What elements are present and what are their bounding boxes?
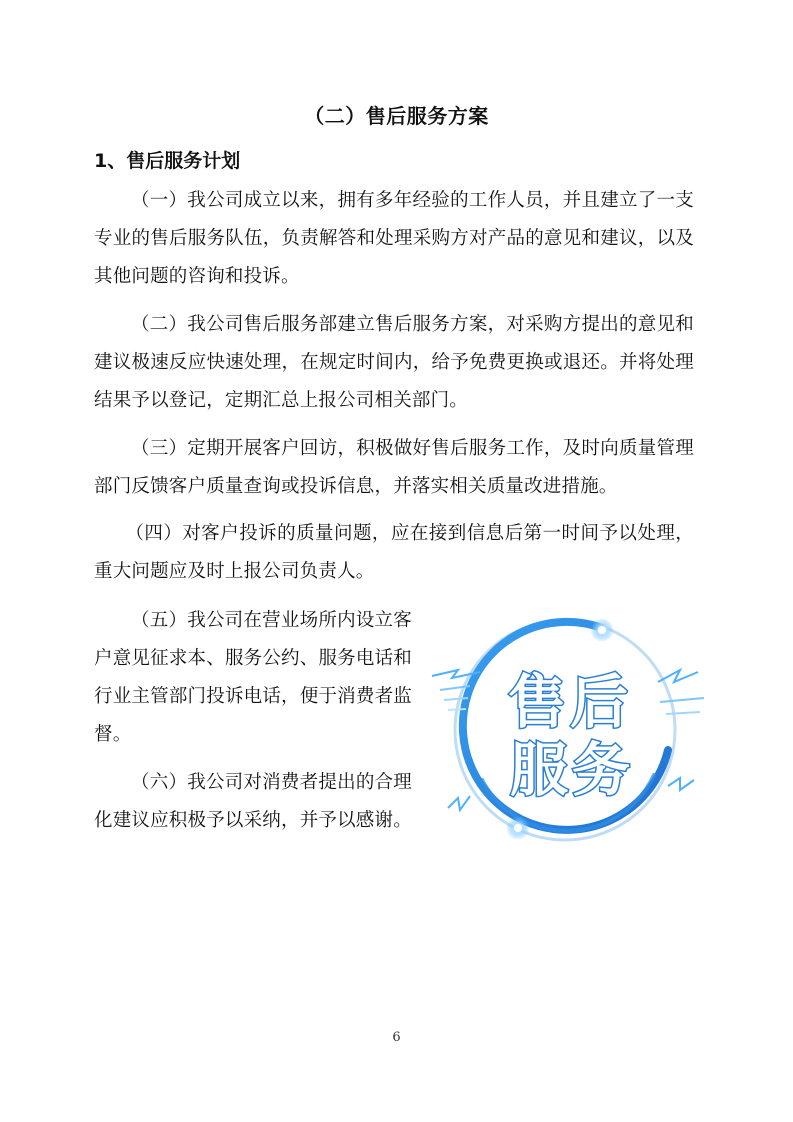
badge-spark-right-2 bbox=[666, 712, 700, 714]
badge-spark-left-3 bbox=[448, 709, 466, 710]
page-number: 6 bbox=[392, 1030, 401, 1045]
paragraph-2: （二）我公司售后服务部建立售后服务方案，对采购方提出的意见和建议极速反应快速处理，在规定时间内，给予免费更换或退还。并将处理结果予以登记，定期汇总上报公司相关部门。 bbox=[94, 314, 694, 411]
paragraph-6: （六）我公司对消费者提出的合理化建议应积极予以采纳，并予以感谢。 bbox=[94, 772, 412, 831]
paragraph-1: （一）我公司成立以来，拥有多年经验的工作人员，并且建立了一支专业的售后服务队伍，负责解答和处理采购方对产品的意见和建议，以及其他问题的咨询和投诉。 bbox=[94, 190, 694, 287]
after-sales-badge-graphic bbox=[422, 610, 712, 850]
badge-spark-right-bottom bbox=[668, 778, 694, 790]
section-heading: 1、售后服务计划 bbox=[94, 150, 241, 172]
badge-spark-right-1 bbox=[660, 698, 704, 702]
paragraph-5: （五）我公司在营业场所内设立客户意见征求本、服务公约、服务电话和行业主管部门投诉电话，便于消费者监督。 bbox=[94, 610, 412, 745]
badge-glow-top-core bbox=[598, 626, 606, 634]
badge-text-line2: 服务 bbox=[509, 736, 635, 804]
badge-text-line1: 售后 bbox=[507, 668, 633, 736]
badge-spark-left-bottom bbox=[448, 796, 470, 810]
paragraph-3: （三）定期开展客户回访，积极做好售后服务工作，及时向质量管理部门反馈客户质量查询或投诉信息，并落实相关质量改进措施。 bbox=[94, 438, 694, 497]
paragraph-4: （四）对客户投诉的质量问题，应在接到信息后第一时间予以处理，重大问题应及时上报公司负责人。 bbox=[94, 523, 694, 582]
page-title: （二）售后服务方案 bbox=[304, 104, 489, 128]
badge-glow-bottom-core bbox=[514, 824, 522, 832]
after-sales-service-badge bbox=[422, 610, 712, 850]
